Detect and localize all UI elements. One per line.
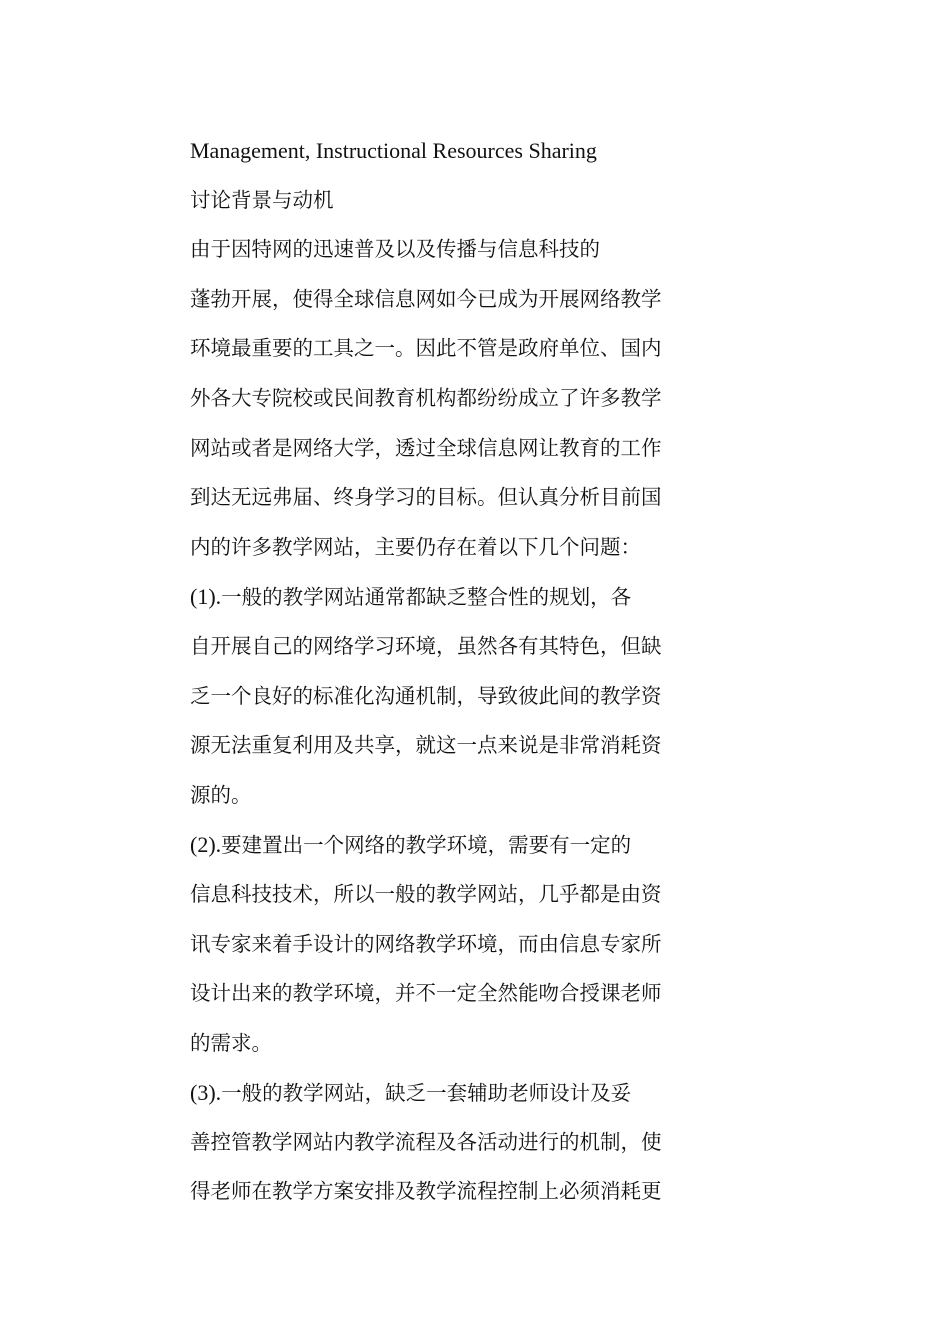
paragraph-line: 自开展自己的网络学习环境，虽然各有其特色，但缺 — [190, 633, 662, 658]
paragraph-line: 由于因特网的迅速普及以及传播与信息科技的 — [190, 237, 600, 262]
issue-2-paragraph — [190, 820, 710, 1068]
paragraph-line: 环境最重要的工具之一。因此不管是政府单位、国内 — [190, 336, 662, 361]
issue-1-paragraph — [190, 572, 710, 820]
intro-paragraph — [190, 225, 710, 572]
paragraph-line: 的需求。 — [190, 1030, 272, 1055]
issue-3-first-line — [190, 1068, 710, 1118]
issue-3-marker: (3). — [190, 1080, 222, 1106]
issue-1-first-line — [190, 572, 710, 622]
paragraph-line: 源的。 — [190, 782, 252, 807]
issue-1-marker: (1). — [190, 584, 222, 610]
paragraph-line: 外各大专院校或民间教育机构都纷纷成立了许多教学 — [190, 385, 662, 410]
issue-2-first-text: 要建置出一个网络的教学环境，需要有一定的 — [221, 833, 632, 858]
issue-1-first-text: 一般的教学网站通常都缺乏整合性的规划，各 — [221, 585, 632, 610]
issue-2-first-line — [190, 820, 710, 870]
paragraph-line: 源无法重复利用及共享，就这一点来说是非常消耗资 — [190, 733, 662, 758]
paragraph-line: 设计出来的教学环境，并不一定全然能吻合授课老师 — [190, 981, 662, 1006]
issue-3-paragraph — [190, 1068, 710, 1217]
paragraph-line: 得老师在教学方案安排及教学流程控制上必须消耗更 — [190, 1179, 662, 1204]
keywords-line: Management, Instructional Resources Sharing — [190, 138, 597, 163]
paragraph-line: 内的许多教学网站，主要仍存在着以下几个问题： — [190, 534, 641, 559]
issue-2-marker: (2). — [190, 832, 222, 858]
paragraph-line: 善控管教学网站内教学流程及各活动进行的机制，使 — [190, 1129, 662, 1154]
section-heading: 讨论背景与动机 — [190, 187, 334, 212]
paragraph-line: 到达无远弗届、终身学习的目标。但认真分析目前国 — [190, 485, 662, 510]
paragraph-line: 网站或者是网络大学，透过全球信息网让教育的工作 — [190, 435, 662, 460]
paragraph-line: 讯专家来着手设计的网络教学环境，而由信息专家所 — [190, 931, 662, 956]
paragraph-line: 信息科技技术，所以一般的教学网站，几乎都是由资 — [190, 881, 662, 906]
paragraph-line: 蓬勃开展，使得全球信息网如今已成为开展网络教学 — [190, 286, 662, 311]
document-body — [190, 126, 710, 1217]
paragraph-line: 乏一个良好的标准化沟通机制，导致彼此间的教学资 — [190, 683, 662, 708]
issue-3-first-text: 一般的教学网站，缺乏一套辅助老师设计及妥 — [221, 1081, 632, 1106]
